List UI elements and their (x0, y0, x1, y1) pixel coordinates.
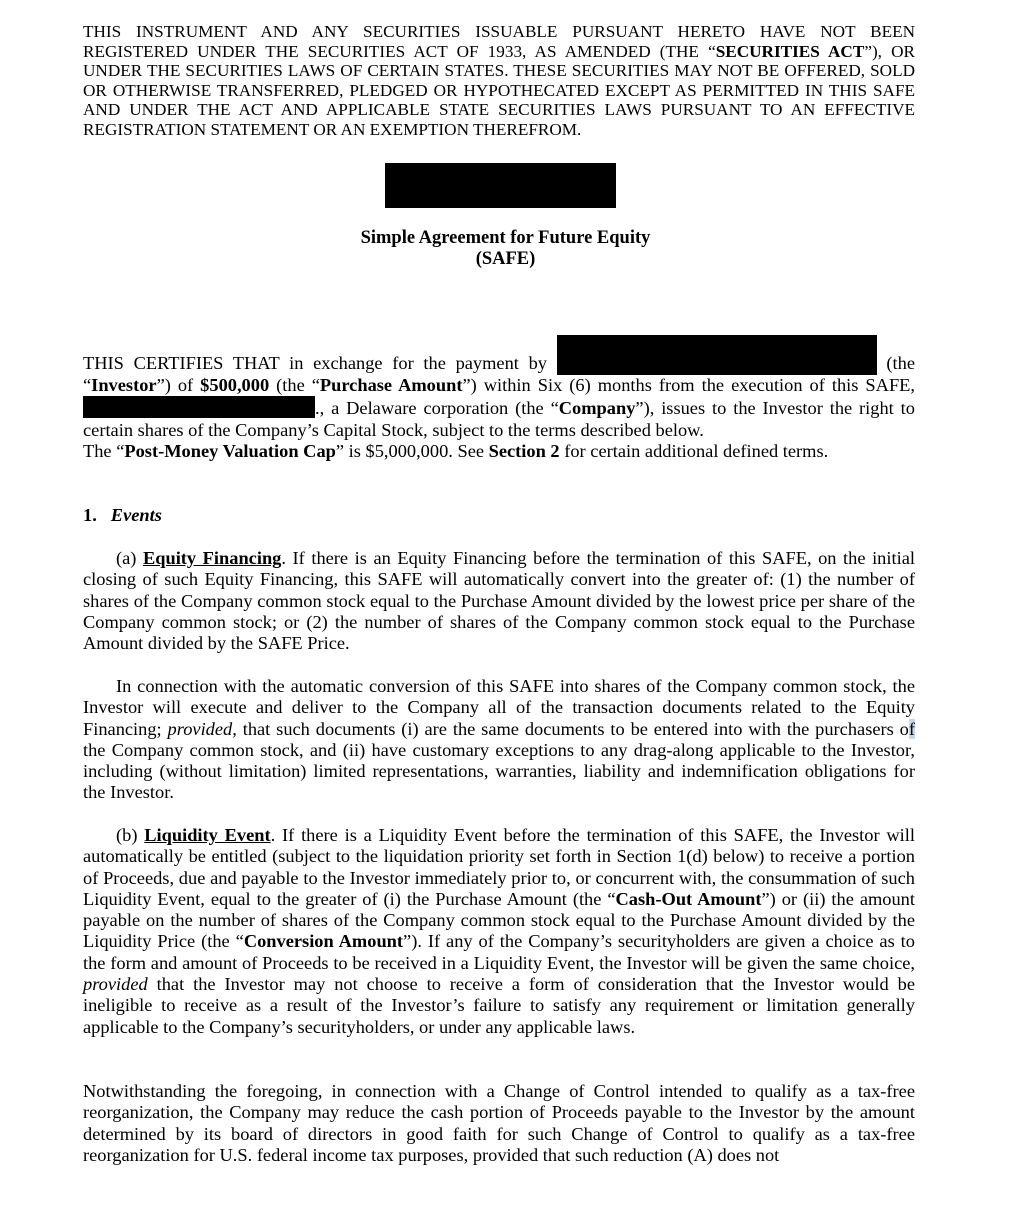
section-label: Events (110, 505, 162, 525)
text: for certain additional defined terms. (559, 441, 829, 461)
text: (the “ (83, 353, 915, 395)
text: that such documents (i) are the same documents to be entered into with the purchasers o (236, 718, 909, 739)
legend-paragraph (83, 22, 915, 140)
equity-financing-paragraph (83, 548, 915, 654)
defined-term: Purchase Amount (319, 375, 463, 395)
certifies-paragraph (83, 335, 915, 441)
subsection-heading: Equity Financing (142, 548, 282, 568)
subsection-heading: Liquidity Event (144, 825, 271, 845)
text: ”) or (ii) the amount payable on the number of shares of the Company common stock equal to the Purchase Amount divided by the Liquidity Price (the “ (83, 888, 915, 952)
text: ”), issues to the Investor the right to certain shares of the Company’s Capital Stock, subject to the terms described below. (83, 398, 915, 440)
legend-text: THIS INSTRUMENT AND ANY SECURITIES ISSUABLE PURSUANT HERETO HAVE NOT BEEN REGISTERED UNDER THE SECURITIES ACT OF 1933, AS AMENDED (THE “ (83, 22, 915, 61)
text: ., a Delaware corporation (the “ (315, 398, 559, 419)
italic-term: provided, (167, 718, 237, 739)
text: THIS CERTIFIES THAT in exchange for the payment by (83, 353, 557, 373)
italic-term: provided (83, 974, 148, 995)
valuation-cap-paragraph (83, 441, 915, 462)
liquidity-event-paragraph (83, 825, 915, 1038)
text: In connection with the automatic conversion of this SAFE into shares of the Company common stock, the Investor will execute and deliver to the Company all of the transaction documents related to the Equity Financing; (83, 676, 915, 739)
redaction-company-name (83, 396, 315, 418)
text: ”) within Six (6) months from the execution of this SAFE, (462, 375, 916, 395)
notwithstanding-paragraph (83, 1081, 915, 1166)
text: . If there is a Liquidity Event before the termination of this SAFE, the Investor will automatically be entitled (subject to the liquidation priority set forth in Section 1(d) below) to receive a portion of Proceeds, due and payable to the Investor immediately prior to, or concurrent with, the consummation of such Liquidity Event, equal to the greater of (i) the Purchase Amount (the “ (83, 825, 915, 909)
title-line-2: (SAFE) (475, 249, 536, 269)
title-line-1: Simple Agreement for Future Equity (360, 228, 651, 248)
text: ”) of (156, 375, 201, 395)
defined-term: Company (558, 398, 636, 419)
defined-term: Post-Money Valuation Cap (124, 441, 336, 461)
text: ” is $5,000,000. See (335, 441, 489, 461)
securities-legend (83, 22, 915, 140)
legend-text-cont: ”), OR UNDER THE SECURITIES LAWS OF CERTAIN STATES. THESE SECURITIES MAY NOT BE OFFERED, SOLD OR OTHERWISE TRANSFERRED, PLEDGED OR HYPOTHECATED EXCEPT AS PERMITTED IN THIS SAFE AND UNDER THE ACT AND APPLICABLE STATE SECURITIES LAWS PURSUANT TO AN EFFECTIVE REGISTRATION STATEMENT OR AN EXEMPTION THEREFROM. (83, 41, 915, 139)
section-number: 1. (83, 505, 97, 525)
defined-term: Conversion Amount (243, 931, 404, 952)
document-title (0, 228, 1011, 270)
text: the Company common stock, and (ii) have customary exceptions to any drag-along applicable to the Investor, including (without limitation) limited representations, warranties, liability and indemnification obligations for the Investor. (83, 739, 915, 803)
text: The “ (83, 441, 125, 461)
text: that the Investor may not choose to receive a form of consideration that the Investor would be ineligible to receive as a result of the Investor’s failure to satisfy any requirement or limitation generally applicable to the Company’s securityholders, or under any applicable laws. (83, 974, 915, 1037)
conversion-paragraph (83, 676, 915, 804)
section-1-heading (83, 505, 162, 526)
text-cursor-highlight: f (908, 718, 915, 739)
legend-defined-term: SECURITIES ACT (715, 41, 865, 61)
defined-term: Cash-Out Amount (615, 888, 762, 909)
defined-term: Investor (91, 375, 157, 395)
redaction-bar (385, 163, 616, 208)
text: ”). If any of the Company’s securityholders are given a choice as to the form and amount of Proceeds to be received in a Liquidity Event, the Investor will be given the same choice, (83, 931, 915, 973)
text: (a) (116, 548, 143, 568)
section-reference: Section 2 (488, 441, 560, 461)
text: . If there is an Equity Financing before the termination of this SAFE, on the initial closing of such Equity Financing, this SAFE will automatically convert into the greater of: (1) the number of shares of the Company common stock equal to the Purchase Amount divided by the lowest price per share of the Company common stock; or (2) the number of shares of the Company common stock equal to the Purchase Amount divided by the SAFE Price. (83, 548, 915, 654)
text: Notwithstanding the foregoing, in connection with a Change of Control intended to qualify as a tax-free reorganization, the Company may reduce the cash portion of Proceeds payable to the Investor by the amount determined by its board of directors in good faith for such Change of Control to qualify as a tax-free reorganization for U.S. federal income tax purposes, provided that such reduction (A) does not (83, 1081, 915, 1165)
redaction-investor-name (557, 335, 877, 375)
purchase-amount-value: $500,000 (200, 375, 270, 395)
text: (b) (116, 825, 145, 845)
text: (the “ (269, 375, 320, 395)
